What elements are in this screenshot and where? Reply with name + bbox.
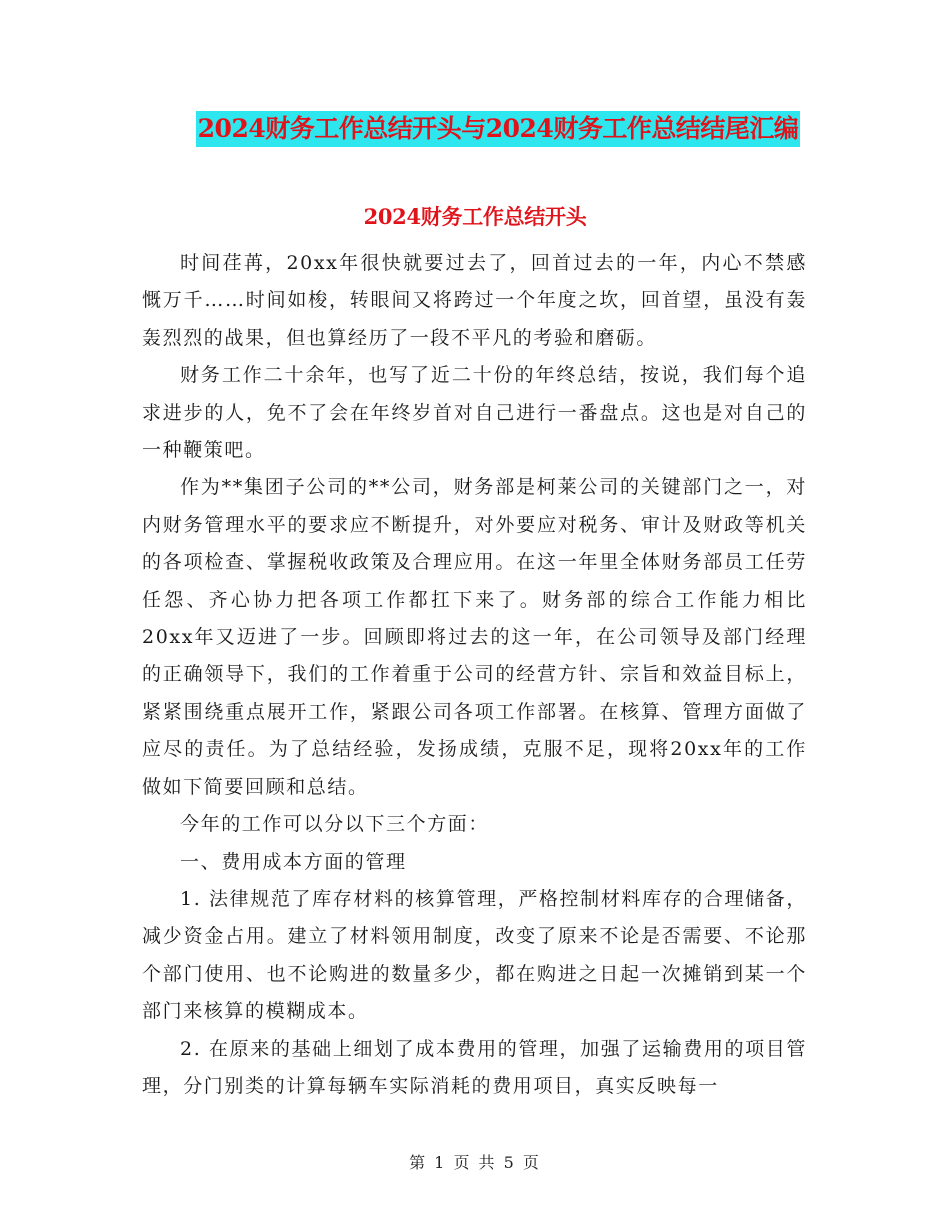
- paragraph: 今年的工作可以分以下三个方面：: [180, 813, 490, 836]
- paragraph: 时间荏苒，20xx年很快就要过去了，回首过去的一年，内心不禁感慨万千……时间如梭，转眼间又将跨过一个年度之坎，回首望，虽没有轰轰烈烈的战果，但也算经历了一段不平凡的考验和磨砺。: [142, 252, 807, 349]
- paragraph: 一、费用成本方面的管理: [180, 850, 407, 873]
- paragraph: 2. 在原来的基础上细划了成本费用的管理，加强了运输费用的项目管理，分门别类的计算每辆车实际消耗的费用项目，真实反映每一: [142, 1037, 807, 1097]
- document-body: [142, 245, 807, 1105]
- page-footer: 第 1 页 共 5 页: [409, 1153, 541, 1172]
- document-title-wrapper: [0, 111, 950, 147]
- section-title: 2024财务工作总结开头: [363, 204, 587, 229]
- paragraph: 作为**集团子公司的**公司，财务部是柯莱公司的关键部门之一，对内财务管理水平的要求应不断提升，对外要应对税务、审计及财政等机关的各项检查、掌握税收政策及合理应用。在这一年里全体财务部员工任劳任怨、齐心协力把各项工作都扛下来了。财务部的综合工作能力相比20xx年又迈进了一步。回顾即将过去的这一年，在公司领导及部门经理的正确领导下，我们的工作着重于公司的经营方针、宗旨和效益目标上，紧紧围绕重点展开工作，紧跟公司各项工作部署。在核算、管理方面做了应尽的责任。为了总结经验，发扬成绩，克服不足，现将20xx年的工作做如下简要回顾和总结。: [142, 476, 807, 798]
- document-title: 2024财务工作总结开头与2024财务工作总结结尾汇编: [196, 111, 801, 147]
- paragraph: 财务工作二十余年，也写了近二十份的年终总结，按说，我们每个追求进步的人，免不了会在年终岁首对自己进行一番盘点。这也是对自己的一种鞭策吧。: [142, 364, 807, 462]
- paragraph: 1. 法律规范了库存材料的核算管理，严格控制材料库存的合理储备，减少资金占用。建立了材料领用制度，改变了原来不论是否需要、不论那个部门使用、也不论购进的数量多少，都在购进之日起一次摊销到某一个部门来核算的模糊成本。: [142, 887, 807, 1023]
